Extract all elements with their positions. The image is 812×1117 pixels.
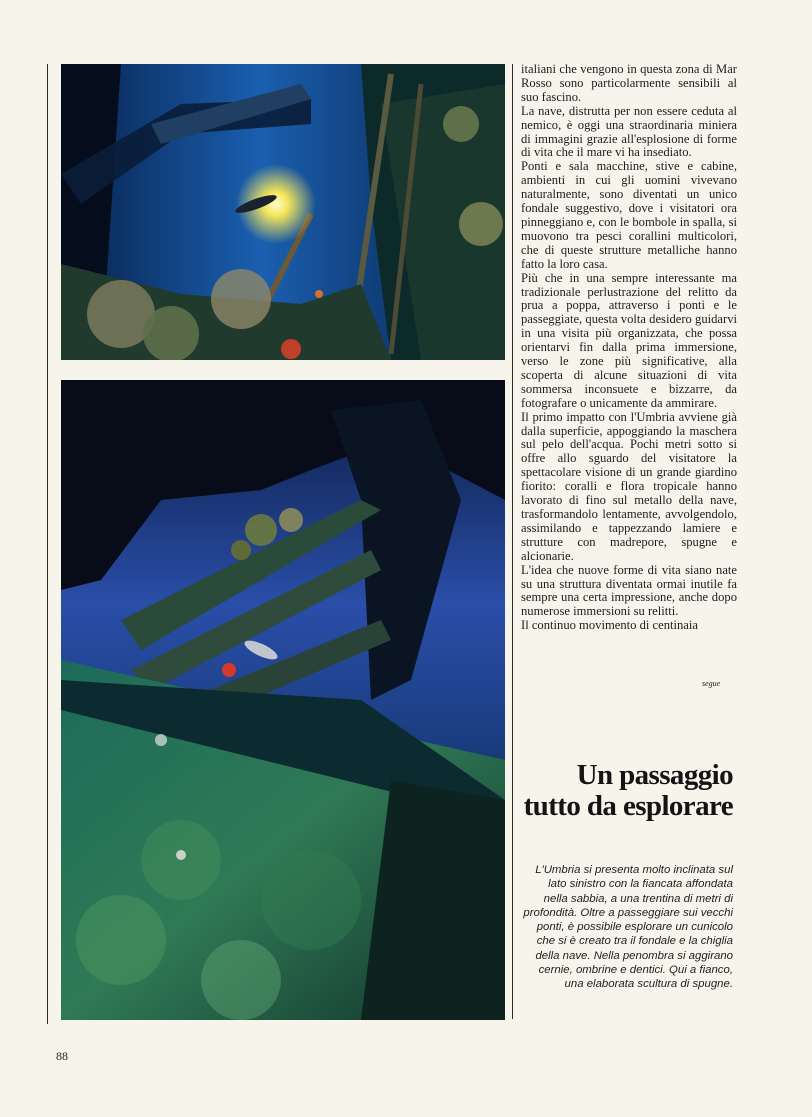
wreck-photo-top <box>61 64 505 360</box>
photo-caption: L'Umbria si presenta molto inclinata sul lato sinistro con la fiancata affondata nella sabbia, a una trentina di metri di profondità. Oltre a passeggiare sui vecchi ponti, è possibile esplorare un cunicolo che si è creato tra il fondale e la chiglia della nave. Nella penombra si aggirano cernie, ombrine e dentici. Qui a fianco, una elaborata scultura di spugne. <box>523 864 733 991</box>
left-margin-rule <box>47 64 48 1024</box>
body-paragraph: italiani che vengono in questa zona di Mar Rosso sono particolarmente sensibili al suo fascino. <box>521 62 737 104</box>
body-paragraph: L'idea che nuove forme di vita siano nate su una struttura diventata ormai inutile fa sempre una certa impressione, anche dopo numerose immersioni su relitti. <box>521 562 737 619</box>
column-divider-rule <box>512 64 513 1019</box>
wreck-photo-bottom <box>61 380 505 1020</box>
body-paragraph: Il primo impatto con l'Umbria avviene già dalla superficie, appoggiando la maschera sul pelo dell'acqua. Pochi metri sotto si offre allo sguardo del visitatore la spettacolare visione di un grande giardino fiorito: coralli e flora tropicale hanno lavorato di fino sul metallo della nave, trasformandolo lentamente, avvolgendolo, assimilando e tappezzando lamiere e strutture con madrepore, spugne e alcionarie. <box>521 409 737 563</box>
body-paragraph: Il continuo movimento di centinaia <box>521 618 698 633</box>
body-paragraph: La nave, distrutta per non essere ceduta al nemico, è oggi una straordinaria miniera di immagini grazie all'esplosione di forme di vita che il mare vi ha insediato. <box>521 103 737 160</box>
continued-label: segue <box>702 679 721 688</box>
page-number: 88 <box>56 1049 68 1063</box>
sidebar-headline: Un passaggio tutto da esplorare <box>523 759 733 822</box>
article-body <box>521 63 737 633</box>
body-paragraph: Ponti e sala macchine, stive e cabine, ambienti in cui gli uomini vivevano naturalmente, sono diventati un unico fondale suggestivo, dove i visitatori ora pinneggiano e, con le bombole in spalla, si muovono tra pesci corallini multicolori, che di queste strutture metalliche hanno fatto la loro casa. <box>521 159 737 271</box>
body-paragraph: Più che in una sempre interessante ma tradizionale perlustrazione del relitto da prua a poppa, attraverso i ponti e le passeggiate, questa volta desidero guidarvi in una visita più organizzata, che possa orientarvi fin dalla prima immersione, verso le zone più significative, alla scoperta di alcune situazioni di vita sommersa inconsuete e bizzarre, da fotografare o unicamente da ammirare. <box>521 270 737 410</box>
